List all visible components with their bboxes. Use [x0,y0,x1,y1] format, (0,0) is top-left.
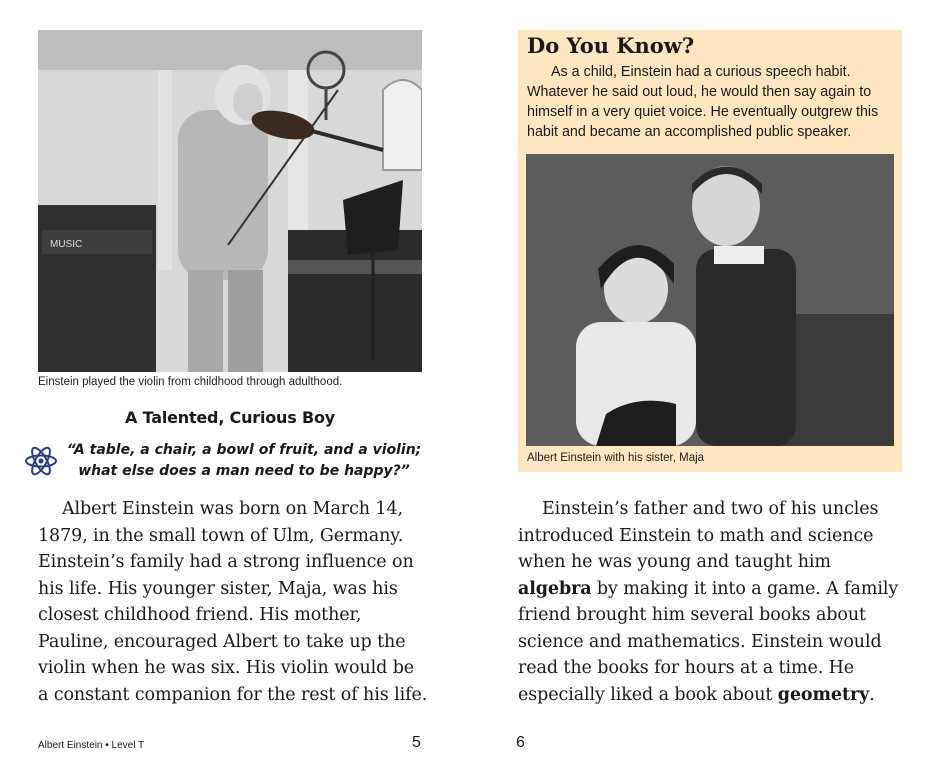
einstein-quote [66,440,422,482]
siblings-photo-illustration [526,154,894,446]
left-body-paragraph [38,496,428,708]
did-you-know-text [527,62,897,142]
violin-photo-illustration [38,30,422,372]
page-number-left: 5 [412,734,421,751]
did-you-know-title: Do You Know? [527,33,695,58]
music-sign: MUSIC [50,239,83,250]
term-geometry: geometry [777,684,870,705]
did-you-know-body: As a child, Einstein had a curious speech habit. Whatever he said out loud, he would then say again to himself in a very quiet voice. He eventually outgrew this habit and became an accomplished public speaker. [527,64,879,140]
footer-book-title: Albert Einstein • Level T [38,740,145,751]
violin-photo-caption: Einstein played the violin from childhood through adulthood. [38,376,343,388]
siblings-photo-caption: Albert Einstein with his sister, Maja [527,452,705,464]
atom-icon [24,444,58,478]
section-title: A Talented, Curious Boy [125,408,335,427]
right-body-text-1: Einstein’s father and two of his uncles introduced Einstein to math and science when he was young and taught him [518,499,879,572]
violin-photo [38,30,422,372]
right-body-paragraph [518,496,900,708]
quote-line-2: what else does a man need to be happy?” [78,463,410,479]
quote-line-1: “A table, a chair, a bowl of fruit, and a violin; [66,442,422,458]
right-body-text-3: . [869,684,875,705]
term-algebra: algebra [518,578,592,599]
siblings-photo [526,154,894,446]
page-number-right: 6 [516,734,525,751]
right-body-text-2: by making it into a game. A family friend brought him several books about science and mathematics. Einstein would read the books for hours at a time. He especially liked a book about [518,578,899,705]
left-body-text: Albert Einstein was born on March 14, 1879, in the small town of Ulm, Germany. Einstein’s family had a strong influence on his life. His younger sister, Maja, was his closest childhood friend. His mother, Pauline, encouraged Albert to take up the violin when he was six. His violin would be a constant companion for the rest of his life. [38,499,428,705]
